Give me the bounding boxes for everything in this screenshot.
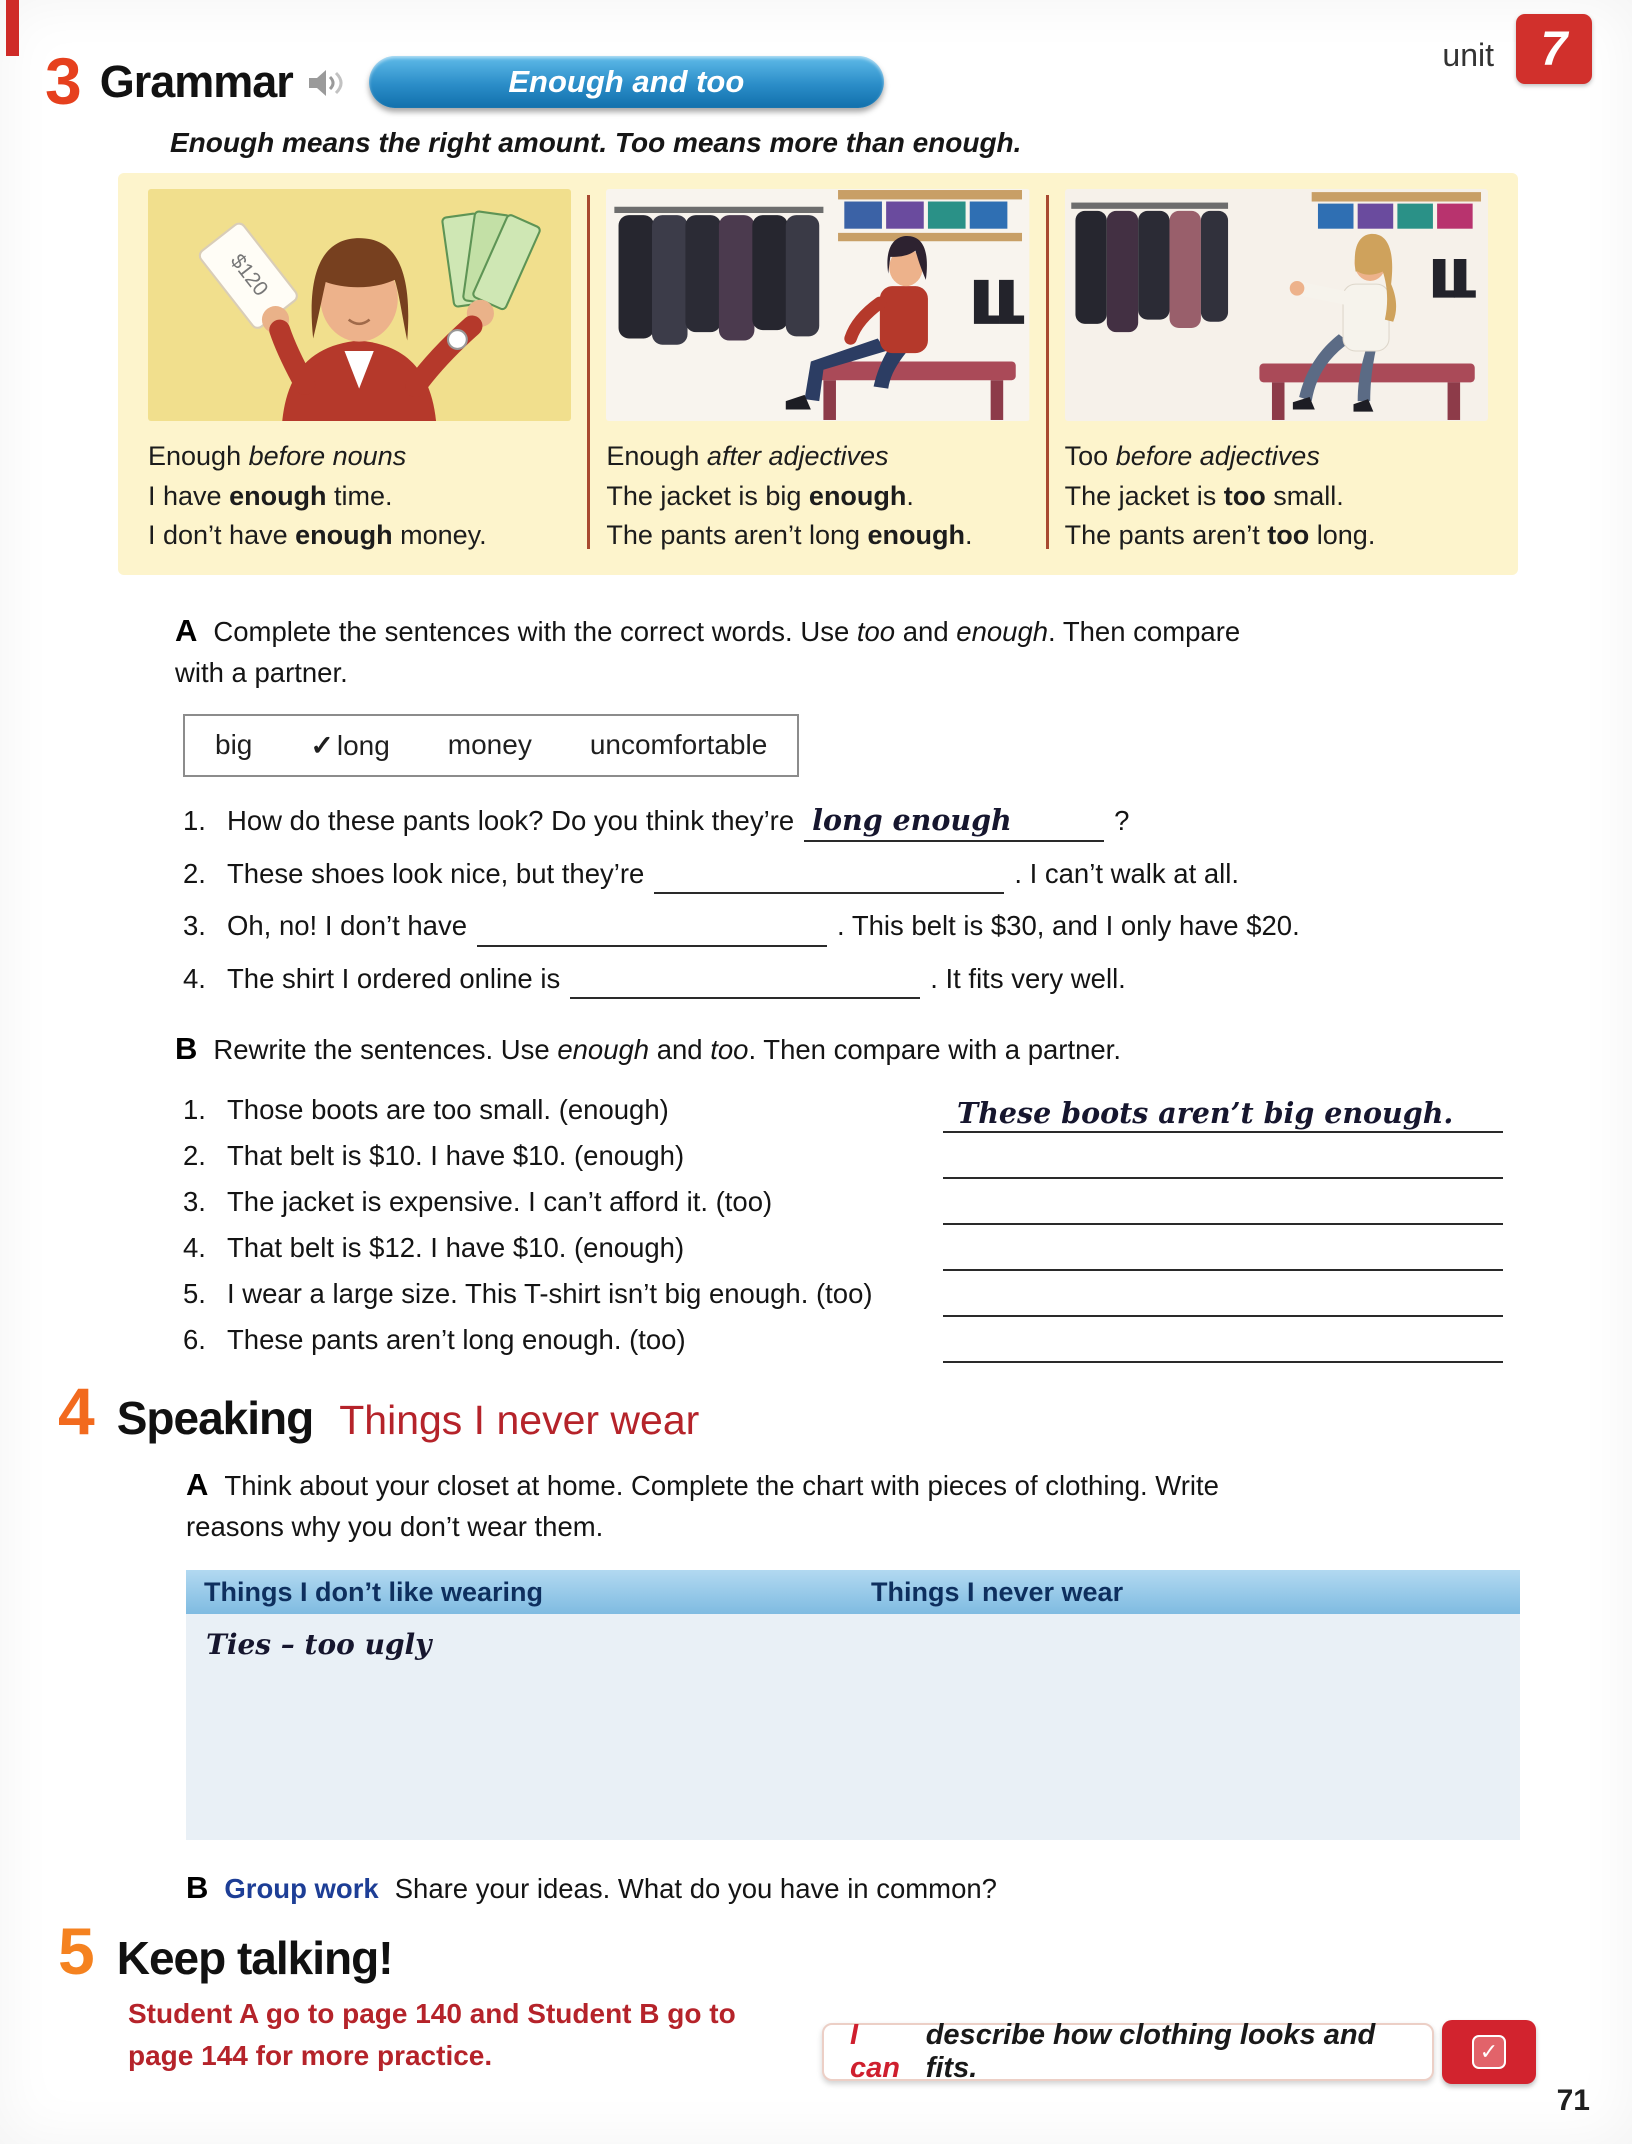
caption-heading: Enough after adjectives <box>606 441 889 472</box>
answer-line <box>943 1137 1503 1179</box>
caption-heading: Enough before nouns <box>148 441 407 472</box>
i-can-check-tab <box>1442 2020 1536 2084</box>
panel-divider <box>587 195 590 548</box>
answer-blank <box>477 907 827 946</box>
chart-sample-entry: Ties – too ugly <box>206 1628 432 1662</box>
section-number: 3 <box>45 44 82 118</box>
note-line: Student A go to page 140 and Student B go to <box>128 1998 736 2029</box>
rewrite-item: 1. Those boots are too small. (enough) These boots aren’t big enough. <box>183 1087 1632 1133</box>
exercise-b-items <box>183 1087 1632 1363</box>
answer-line <box>943 1275 1503 1317</box>
grammar-panel <box>118 173 1518 574</box>
exercise-b-label: B <box>186 1870 209 1906</box>
chart-body <box>186 1614 1520 1840</box>
word-option: money <box>447 728 532 760</box>
answer-blank <box>570 960 920 999</box>
answer-line <box>943 1229 1503 1271</box>
caption-line: The jacket is too small. <box>1064 480 1344 511</box>
item-number: 2. <box>183 1139 206 1171</box>
item-number: 3. <box>183 910 206 942</box>
item-number: 4. <box>183 962 206 994</box>
caption-enough-after-adjectives <box>606 437 1029 554</box>
page-number: 71 <box>1556 2084 1590 2117</box>
speaking-a-instruction: A Think about your closet at home. Complete the chart with pieces of clothing. Write reasons why you don’t wear them. <box>186 1467 1219 1543</box>
speaker-icon <box>307 67 345 104</box>
chart-header-row <box>186 1570 1520 1614</box>
exercise-b-instruction: B Rewrite the sentences. Use enough and too. Then compare with a partner. <box>175 1030 1121 1066</box>
handwritten-answer: long enough <box>812 802 1012 837</box>
answer-blank <box>804 801 1104 842</box>
grammar-column-too-before-adjectives <box>1051 189 1502 554</box>
rewrite-item: 5. I wear a large size. This T-shirt isn’t big enough. (too) <box>183 1271 1632 1317</box>
group-work-label: Group work <box>224 1873 379 1905</box>
word-box <box>183 714 799 777</box>
illustration-woman-trying-clothes <box>606 189 1029 421</box>
i-can-text: describe how clothing looks and fits. <box>925 2019 1376 2084</box>
caption-line: The pants aren’t too long. <box>1064 519 1376 550</box>
fill-item: 4. The shirt I ordered online is . It fits very well. <box>183 960 1632 999</box>
word-option-checked: ✓ long <box>310 729 390 761</box>
illustration-woman-on-bench <box>1065 189 1488 421</box>
rewrite-item: 4. That belt is $12. I have $10. (enough) <box>183 1225 1632 1271</box>
section-number: 5 <box>58 1914 95 1988</box>
answer-line <box>943 1091 1503 1133</box>
grammar-topic-pill <box>369 56 884 108</box>
item-number: 4. <box>183 1231 206 1263</box>
grammar-section-header <box>45 44 1632 118</box>
grammar-section <box>0 44 1632 1363</box>
exercise-a-label: A <box>175 612 198 648</box>
caption-line: I have enough time. <box>148 480 393 511</box>
grammar-rule-intro: Enough means the right amount. Too means more than enough. <box>170 127 1022 159</box>
item-number: 2. <box>183 858 206 890</box>
word-option: uncomfortable <box>589 728 768 760</box>
item-number: 6. <box>183 1323 206 1355</box>
check-icon: ✓ <box>310 729 334 761</box>
fill-item: 3. Oh, no! I don’t have . This belt is $30, and I only have $20. <box>183 907 1632 946</box>
section-title: Keep talking! <box>116 1932 393 1984</box>
grammar-column-enough-after-adjectives <box>592 189 1043 554</box>
rewrite-item: 6. These pants aren’t long enough. (too) <box>183 1317 1632 1363</box>
illustration-woman-holding-money <box>148 189 571 421</box>
speaking-section <box>0 1374 1632 1906</box>
section-title: Grammar <box>99 55 293 107</box>
checkbox-icon: ✓ <box>1472 2035 1506 2069</box>
caption-line: The jacket is big enough. <box>606 480 914 511</box>
exercise-a-label: A <box>186 1467 209 1502</box>
unit-label: unit <box>1442 37 1494 73</box>
answer-line <box>943 1321 1503 1363</box>
word-option: big <box>215 728 253 760</box>
rewrite-item: 3. The jacket is expensive. I can’t afford it. (too) <box>183 1179 1632 1225</box>
speaking-section-header <box>58 1374 1632 1448</box>
handwritten-answer: These boots aren’t big enough. <box>957 1095 1454 1130</box>
answer-line <box>943 1183 1503 1225</box>
grammar-topic-label: Enough and too <box>508 63 745 99</box>
page-corner-strip <box>6 0 19 56</box>
answer-blank <box>654 855 1004 894</box>
i-can-statement <box>822 2019 1434 2084</box>
fill-item: 2. These shoes look nice, but they’re . I can’t walk at all. <box>183 855 1632 894</box>
chart-header-never-wear: Things I never wear <box>871 1576 1124 1607</box>
fill-item: 1. How do these pants look? Do you think they’re long enough ? <box>183 801 1632 842</box>
i-can-label: I can <box>850 2019 900 2084</box>
note-line: page 144 for more practice. <box>128 2040 493 2071</box>
exercise-b-label: B <box>175 1030 198 1066</box>
unit-number: 7 <box>1540 22 1568 76</box>
caption-enough-before-nouns <box>148 437 571 554</box>
caption-line: I don’t have enough money. <box>148 519 487 550</box>
item-number: 5. <box>183 1277 206 1309</box>
grammar-column-enough-before-nouns <box>134 189 585 554</box>
speaking-b-instruction: B Group work Share your ideas. What do you have in common? <box>186 1870 997 1906</box>
item-number: 3. <box>183 1185 206 1217</box>
clothing-chart <box>186 1570 1520 1840</box>
panel-divider <box>1046 195 1049 548</box>
rewrite-item: 2. That belt is $10. I have $10. (enough) <box>183 1133 1632 1179</box>
item-number: 1. <box>183 1093 206 1125</box>
price-tag: $120 <box>225 250 273 301</box>
caption-line: The pants aren’t long enough. <box>606 519 973 550</box>
section-subtitle: Things I never wear <box>339 1397 700 1443</box>
caption-too-before-adjectives <box>1065 437 1488 554</box>
i-can-banner <box>822 2020 1536 2084</box>
section-number: 4 <box>58 1374 95 1448</box>
section-title: Speaking <box>116 1392 314 1444</box>
keep-talking-header <box>58 1914 1632 1988</box>
exercise-a-items <box>183 801 1632 999</box>
exercise-a-instruction: A Complete the sentences with the correct words. Use too and enough. Then compare with a partner. <box>175 612 1241 688</box>
chart-header-dont-like: Things I don’t like wearing <box>204 1576 544 1607</box>
item-number: 1. <box>183 804 206 836</box>
caption-heading: Too before adjectives <box>1064 441 1320 472</box>
